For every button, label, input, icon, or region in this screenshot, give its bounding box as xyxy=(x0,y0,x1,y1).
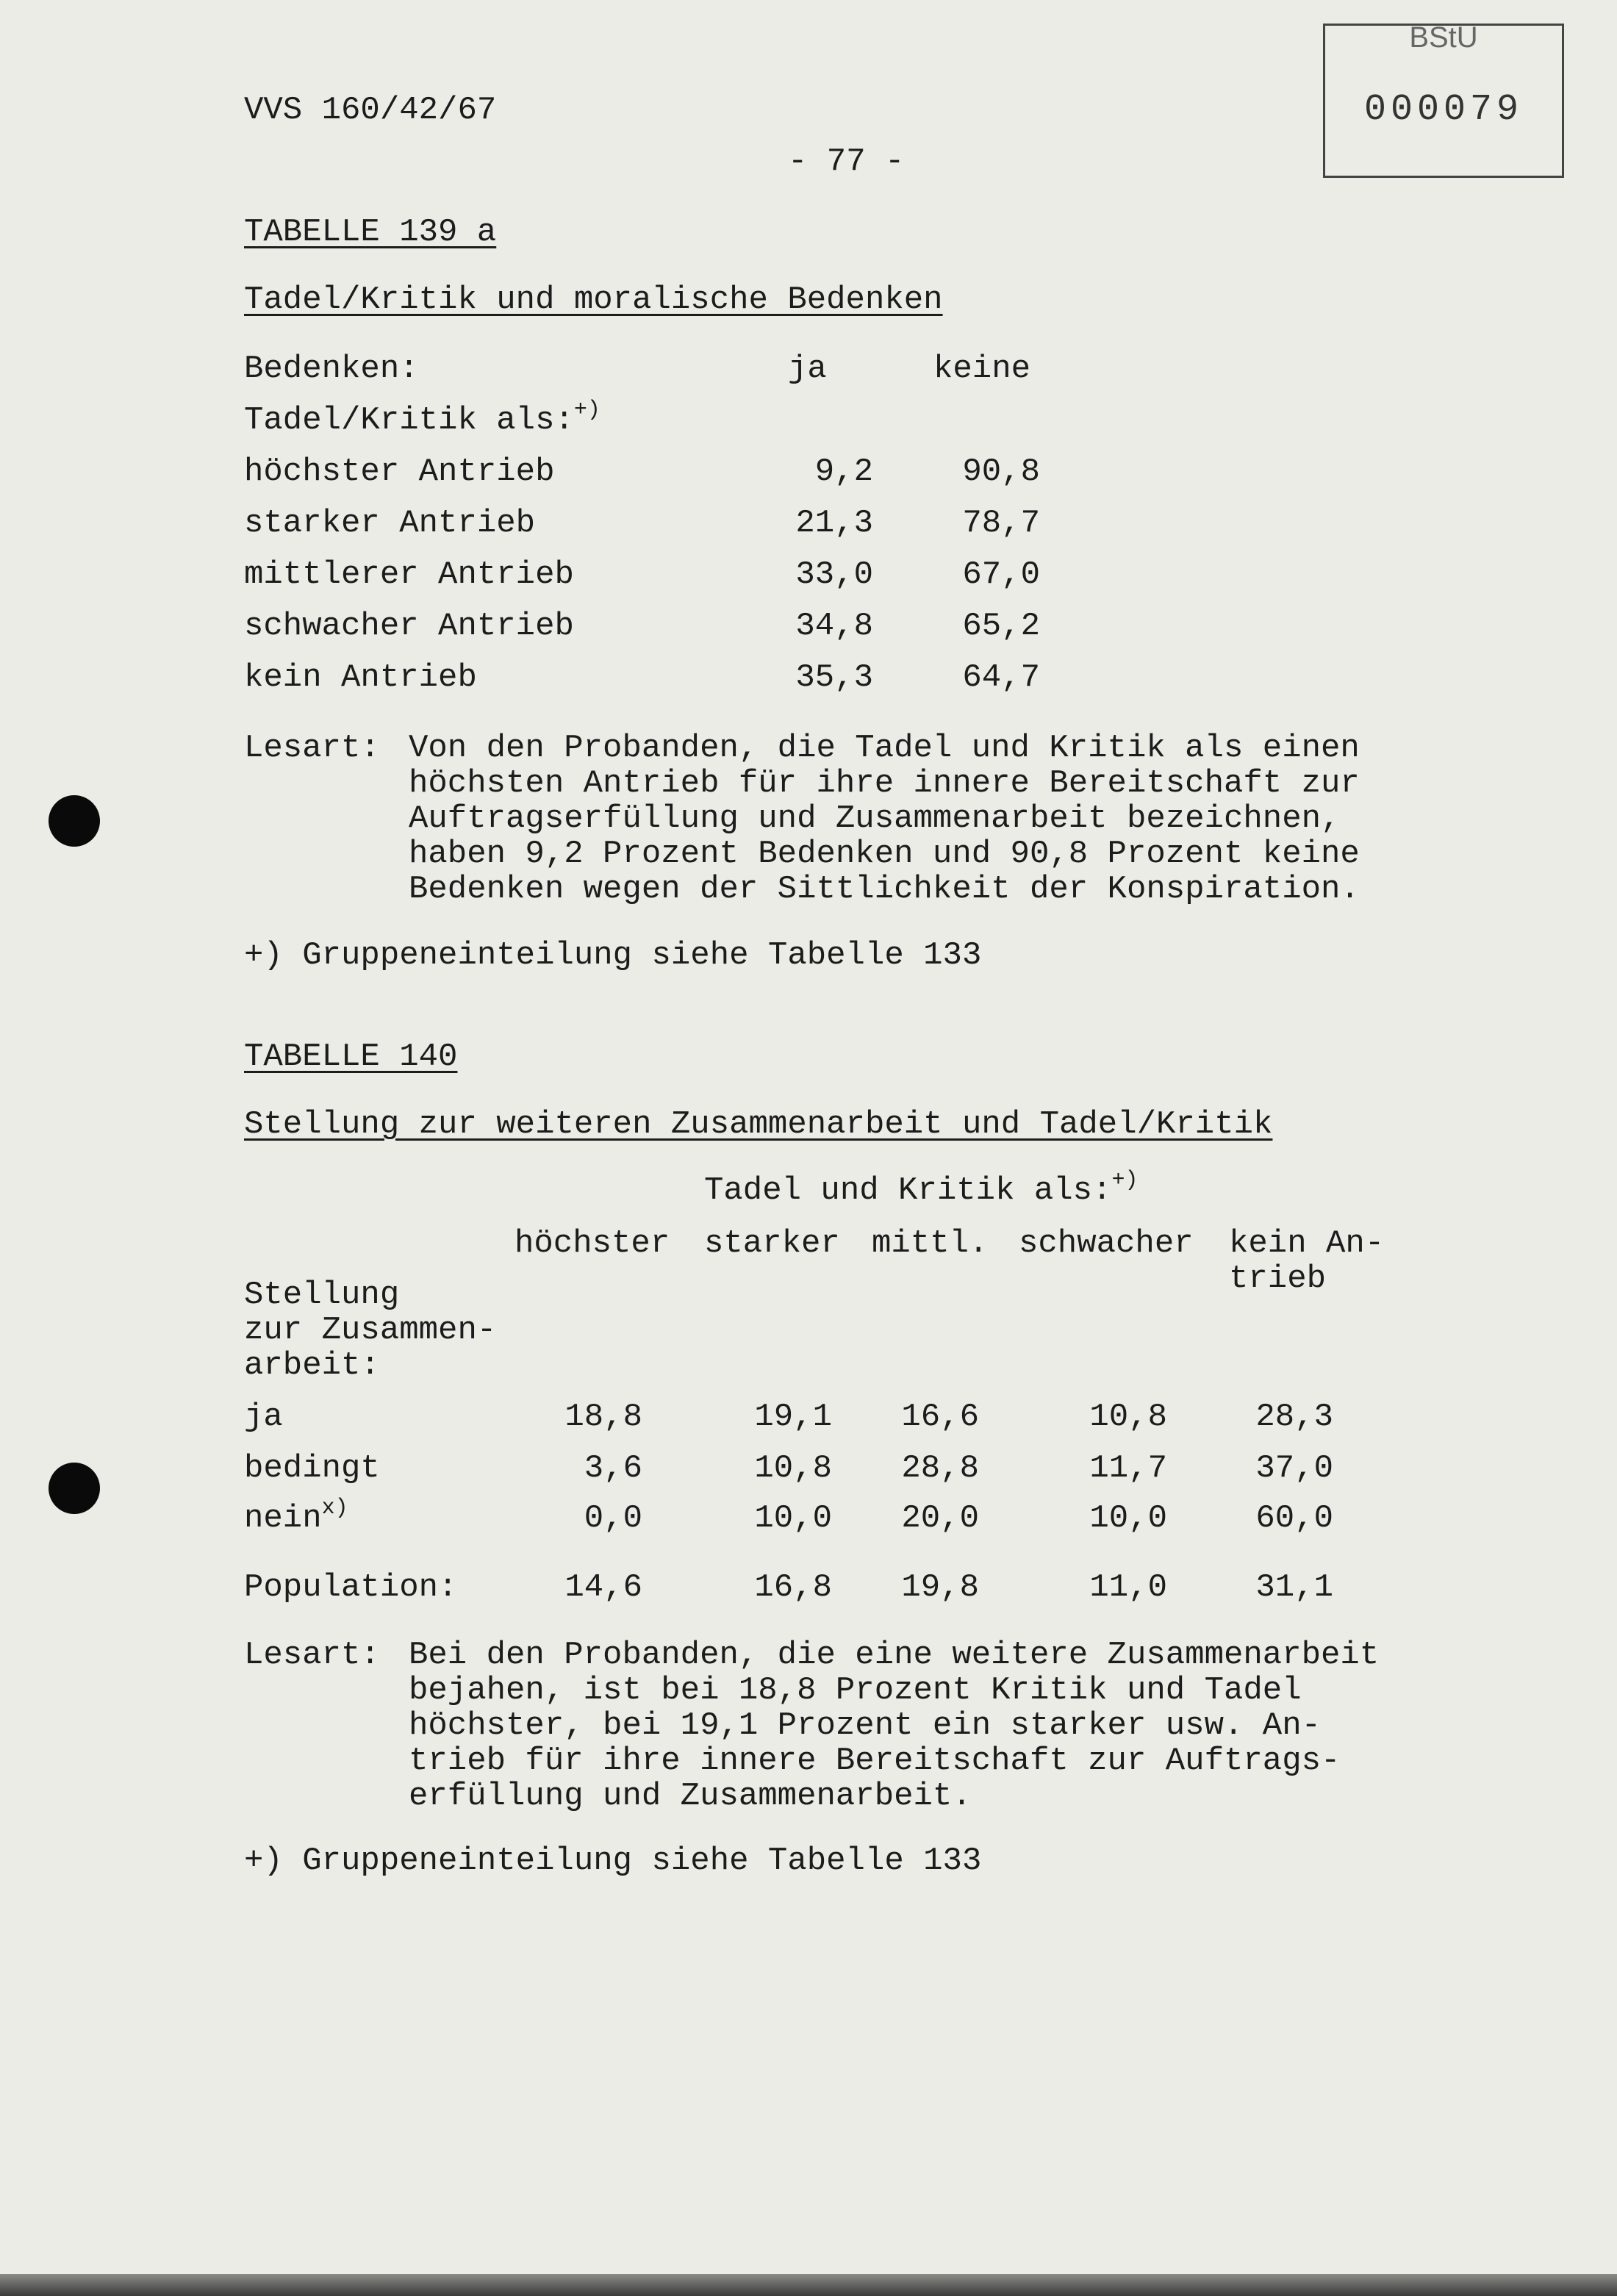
lesart-line: bejahen, ist bei 18,8 Prozent Kritik und Tadel xyxy=(409,1672,1302,1709)
cell-mittl: 28,8 xyxy=(901,1450,979,1487)
row-label: ja xyxy=(244,1399,283,1435)
row-label: kein Antrieb xyxy=(244,659,477,696)
cell-ja: 35,3 xyxy=(795,659,873,696)
table139a-row-header: Bedenken: xyxy=(244,351,419,387)
lesart-line: trieb für ihre innere Bereitschaft zur Auftrags- xyxy=(409,1743,1341,1779)
document-reference: VVS 160/42/67 xyxy=(244,92,497,129)
lesart-line: Von den Probanden, die Tadel und Kritik als einen xyxy=(409,730,1360,767)
cell-mittl: 19,8 xyxy=(901,1569,979,1606)
footnote-mark: x) xyxy=(321,1496,348,1521)
col-header-kein-cont: trieb xyxy=(1229,1260,1327,1297)
lesart-label: Lesart: xyxy=(244,730,380,767)
cell-hoechster: 0,0 xyxy=(584,1500,642,1537)
cell-keine: 64,7 xyxy=(962,659,1040,696)
col-header-starker: starker xyxy=(704,1225,840,1262)
table140-title: Stellung zur weiteren Zusammenarbeit und Tadel/Kritik xyxy=(244,1106,1273,1143)
footnote-mark: +) xyxy=(1111,1168,1139,1193)
cell-starker: 10,0 xyxy=(754,1500,832,1537)
row-label: bedingt xyxy=(244,1450,380,1487)
cell-starker: 16,8 xyxy=(754,1569,832,1606)
table139a-heading: TABELLE 139 a xyxy=(244,214,497,251)
cell-hoechster: 14,6 xyxy=(564,1569,642,1606)
table139a-group-label: Tadel/Kritik als: xyxy=(244,402,574,439)
table140-group-header xyxy=(704,1168,1139,1209)
row-label: mittlerer Antrieb xyxy=(244,556,574,593)
cell-hoechster: 3,6 xyxy=(584,1450,642,1487)
lesart-line: höchsten Antrieb für ihre innere Bereitschaft zur xyxy=(409,765,1360,802)
row-header-line: Stellung xyxy=(244,1277,400,1313)
cell-schwacher: 11,0 xyxy=(1089,1569,1167,1606)
cell-kein: 31,1 xyxy=(1255,1569,1333,1606)
cell-keine: 78,7 xyxy=(962,505,1040,542)
table139a-col-ja: ja xyxy=(788,351,827,387)
page-number: - 77 - xyxy=(788,143,905,180)
cell-schwacher: 10,8 xyxy=(1089,1399,1167,1435)
cell-kein: 37,0 xyxy=(1255,1450,1333,1487)
punch-hole-top xyxy=(49,795,100,847)
lesart-line: haben 9,2 Prozent Bedenken und 90,8 Prozent keine xyxy=(409,836,1360,872)
table140-heading: TABELLE 140 xyxy=(244,1038,458,1075)
cell-schwacher: 11,7 xyxy=(1089,1450,1167,1487)
lesart-line: höchster, bei 19,1 Prozent ein starker usw. An- xyxy=(409,1707,1322,1744)
row-label: schwacher Antrieb xyxy=(244,608,574,645)
col-header-kein: kein An- xyxy=(1229,1225,1385,1262)
cell-hoechster: 18,8 xyxy=(564,1399,642,1435)
table139a-footnote: +) Gruppeneinteilung siehe Tabelle 133 xyxy=(244,937,982,974)
row-label: höchster Antrieb xyxy=(244,453,555,490)
col-header-hoechster: höchster xyxy=(514,1225,670,1262)
cell-kein: 28,3 xyxy=(1255,1399,1333,1435)
row-header-line: zur Zusammen- xyxy=(244,1312,497,1349)
cell-ja: 33,0 xyxy=(795,556,873,593)
cell-starker: 19,1 xyxy=(754,1399,832,1435)
archive-stamp xyxy=(1323,21,1564,178)
table139a-col-keine: keine xyxy=(933,351,1031,387)
cell-ja: 21,3 xyxy=(795,505,873,542)
stamp-number: 000079 xyxy=(1363,89,1524,131)
lesart-line: erfüllung und Zusammenarbeit. xyxy=(409,1778,972,1815)
lesart-line: Auftragserfüllung und Zusammenarbeit bezeichnen, xyxy=(409,800,1341,837)
row-label: Population: xyxy=(244,1569,458,1606)
row-header-line: arbeit: xyxy=(244,1347,380,1384)
lesart-label: Lesart: xyxy=(244,1637,380,1673)
table140-group-label: Tadel und Kritik als: xyxy=(704,1172,1112,1209)
cell-ja: 34,8 xyxy=(795,608,873,645)
lesart-line: Bei den Probanden, die eine weitere Zusammenarbeit xyxy=(409,1637,1380,1673)
cell-starker: 10,8 xyxy=(754,1450,832,1487)
page-bottom-edge xyxy=(0,2274,1617,2296)
punch-hole-bottom xyxy=(49,1463,100,1514)
cell-mittl: 16,6 xyxy=(901,1399,979,1435)
cell-mittl: 20,0 xyxy=(901,1500,979,1537)
cell-keine: 65,2 xyxy=(962,608,1040,645)
cell-schwacher: 10,0 xyxy=(1089,1500,1167,1537)
row-label xyxy=(244,1496,348,1537)
col-header-schwacher: schwacher xyxy=(1019,1225,1194,1262)
footnote-mark: +) xyxy=(573,398,600,423)
cell-keine: 67,0 xyxy=(962,556,1040,593)
stamp-label: BStU xyxy=(1409,21,1478,54)
table139a-group-header xyxy=(244,398,600,439)
table139a-title: Tadel/Kritik und moralische Bedenken xyxy=(244,281,943,318)
cell-keine: 90,8 xyxy=(962,453,1040,490)
lesart-line: Bedenken wegen der Sittlichkeit der Konspiration. xyxy=(409,871,1360,908)
cell-ja: 9,2 xyxy=(814,453,873,490)
row-label-text: nein xyxy=(244,1500,322,1537)
table140-footnote: +) Gruppeneinteilung siehe Tabelle 133 xyxy=(244,1843,982,1879)
cell-kein: 60,0 xyxy=(1255,1500,1333,1537)
row-label: starker Antrieb xyxy=(244,505,536,542)
col-header-mittl: mittl. xyxy=(872,1225,989,1262)
